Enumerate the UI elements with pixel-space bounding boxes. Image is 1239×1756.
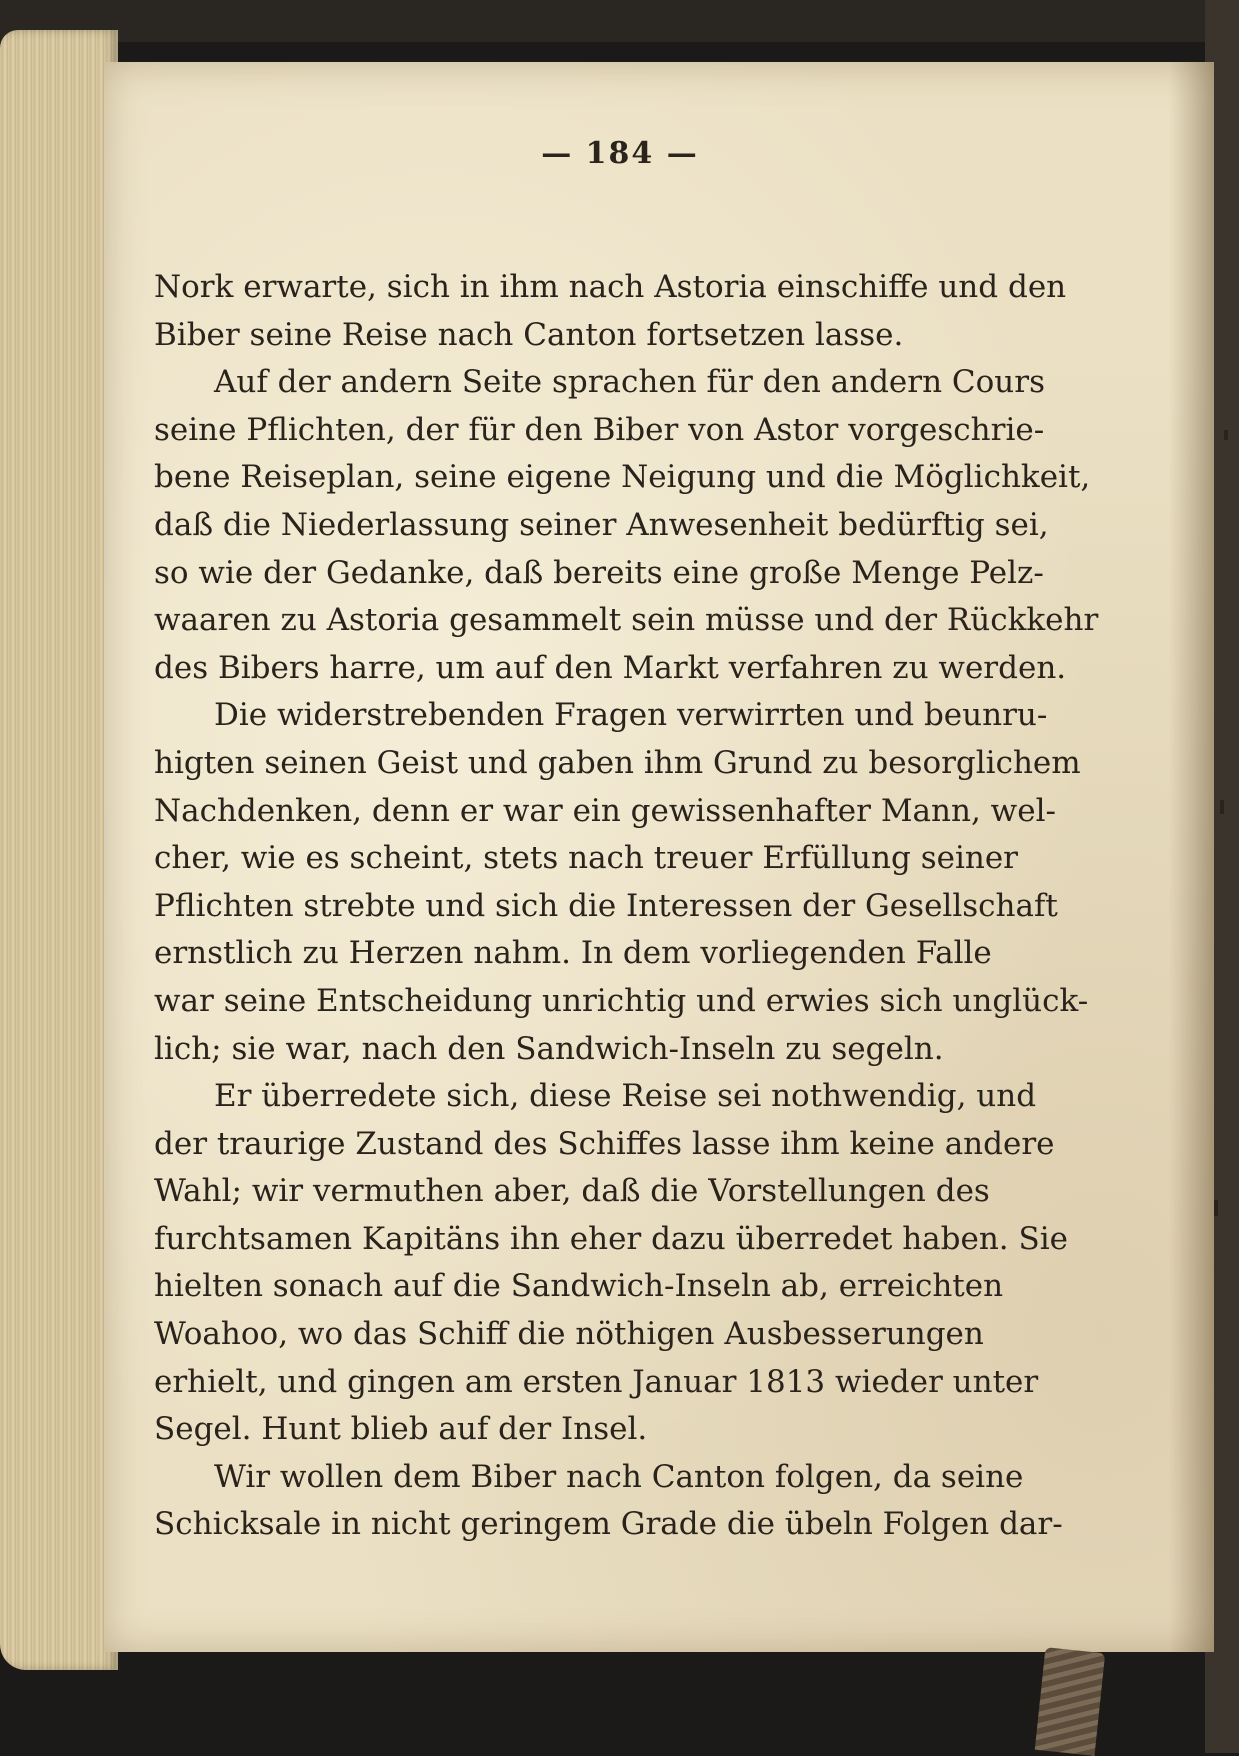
margin-mark: [1214, 1200, 1218, 1216]
text-line: Nork erwarte, sich in ihm nach Astoria einschiffe und den: [154, 269, 1067, 305]
text-line: hielten sonach auf die Sandwich-Inseln ab, erreichten: [154, 1268, 1004, 1305]
gutter-shadow: [1169, 62, 1214, 1652]
text-line: Wahl; wir vermuthen aber, daß die Vorstellungen des: [154, 1173, 990, 1210]
text-line: Nachdenken, denn er war ein gewissenhafter Mann, wel-: [154, 792, 1056, 829]
margin-mark: [1224, 430, 1228, 440]
text-line: waaren zu Astoria gesammelt sein müsse und der Rückkehr: [154, 602, 1099, 639]
text-line: daß die Niederlassung seiner Anwesenheit bedürftig sei,: [154, 506, 1049, 543]
book-cover-top: [0, 0, 1239, 42]
text-line: Biber seine Reise nach Canton fortsetzen lasse.: [154, 316, 904, 353]
text-line: Die widerstrebenden Fragen verwirrten und beunru-: [214, 697, 1048, 734]
text-line: higten seinen Geist und gaben ihm Grund zu besorglichem: [154, 744, 1081, 781]
text-line: Segel. Hunt blieb auf der Insel.: [154, 1411, 648, 1448]
text-line: Pflichten strebte und sich die Interessen der Gesellschaft: [154, 887, 1058, 924]
text-line: bene Reiseplan, seine eigene Neigung und die Möglichkeit,: [154, 459, 1091, 496]
text-line: lich; sie war, nach den Sandwich-Inseln zu segeln.: [154, 1030, 944, 1067]
text-line: war seine Entscheidung unrichtig und erwies sich unglück-: [154, 982, 1089, 1019]
text-line: der traurige Zustand des Schiffes lasse ihm keine andere: [154, 1125, 1055, 1162]
text-line: Schicksale in nicht geringem Grade die übeln Folgen dar-: [154, 1506, 1063, 1543]
text-line: Wir wollen dem Biber nach Canton folgen, da seine: [214, 1458, 1024, 1495]
text-line: erhielt, und gingen am ersten Januar 1813 wieder unter: [154, 1363, 1039, 1400]
text-line: Woahoo, wo das Schiff die nöthigen Ausbesserungen: [154, 1316, 984, 1353]
page-edges: [0, 30, 118, 1670]
ribbon-bookmark: [1035, 1647, 1105, 1756]
text-line: so wie der Gedanke, daß bereits eine große Menge Pelz-: [154, 554, 1044, 591]
text-line: furchtsamen Kapitäns ihn eher dazu überredet haben. Sie: [154, 1220, 1069, 1257]
page-number: — 184 —: [541, 136, 699, 171]
text-line: des Bibers harre, um auf den Markt verfahren zu werden.: [154, 649, 1067, 686]
text-line: Auf der andern Seite sprachen für den andern Cours: [214, 364, 1045, 401]
margin-mark: [1220, 800, 1224, 814]
text-line: Er überredete sich, diese Reise sei nothwendig, und: [214, 1078, 1037, 1115]
text-line: seine Pflichten, der für den Biber von Astor vorgeschrie-: [154, 411, 1045, 448]
body-text: [154, 264, 1104, 1549]
text-line: cher, wie es scheint, stets nach treuer Erfüllung seiner: [154, 840, 1018, 877]
text-line: ernstlich zu Herzen nahm. In dem vorliegenden Falle: [154, 935, 992, 972]
